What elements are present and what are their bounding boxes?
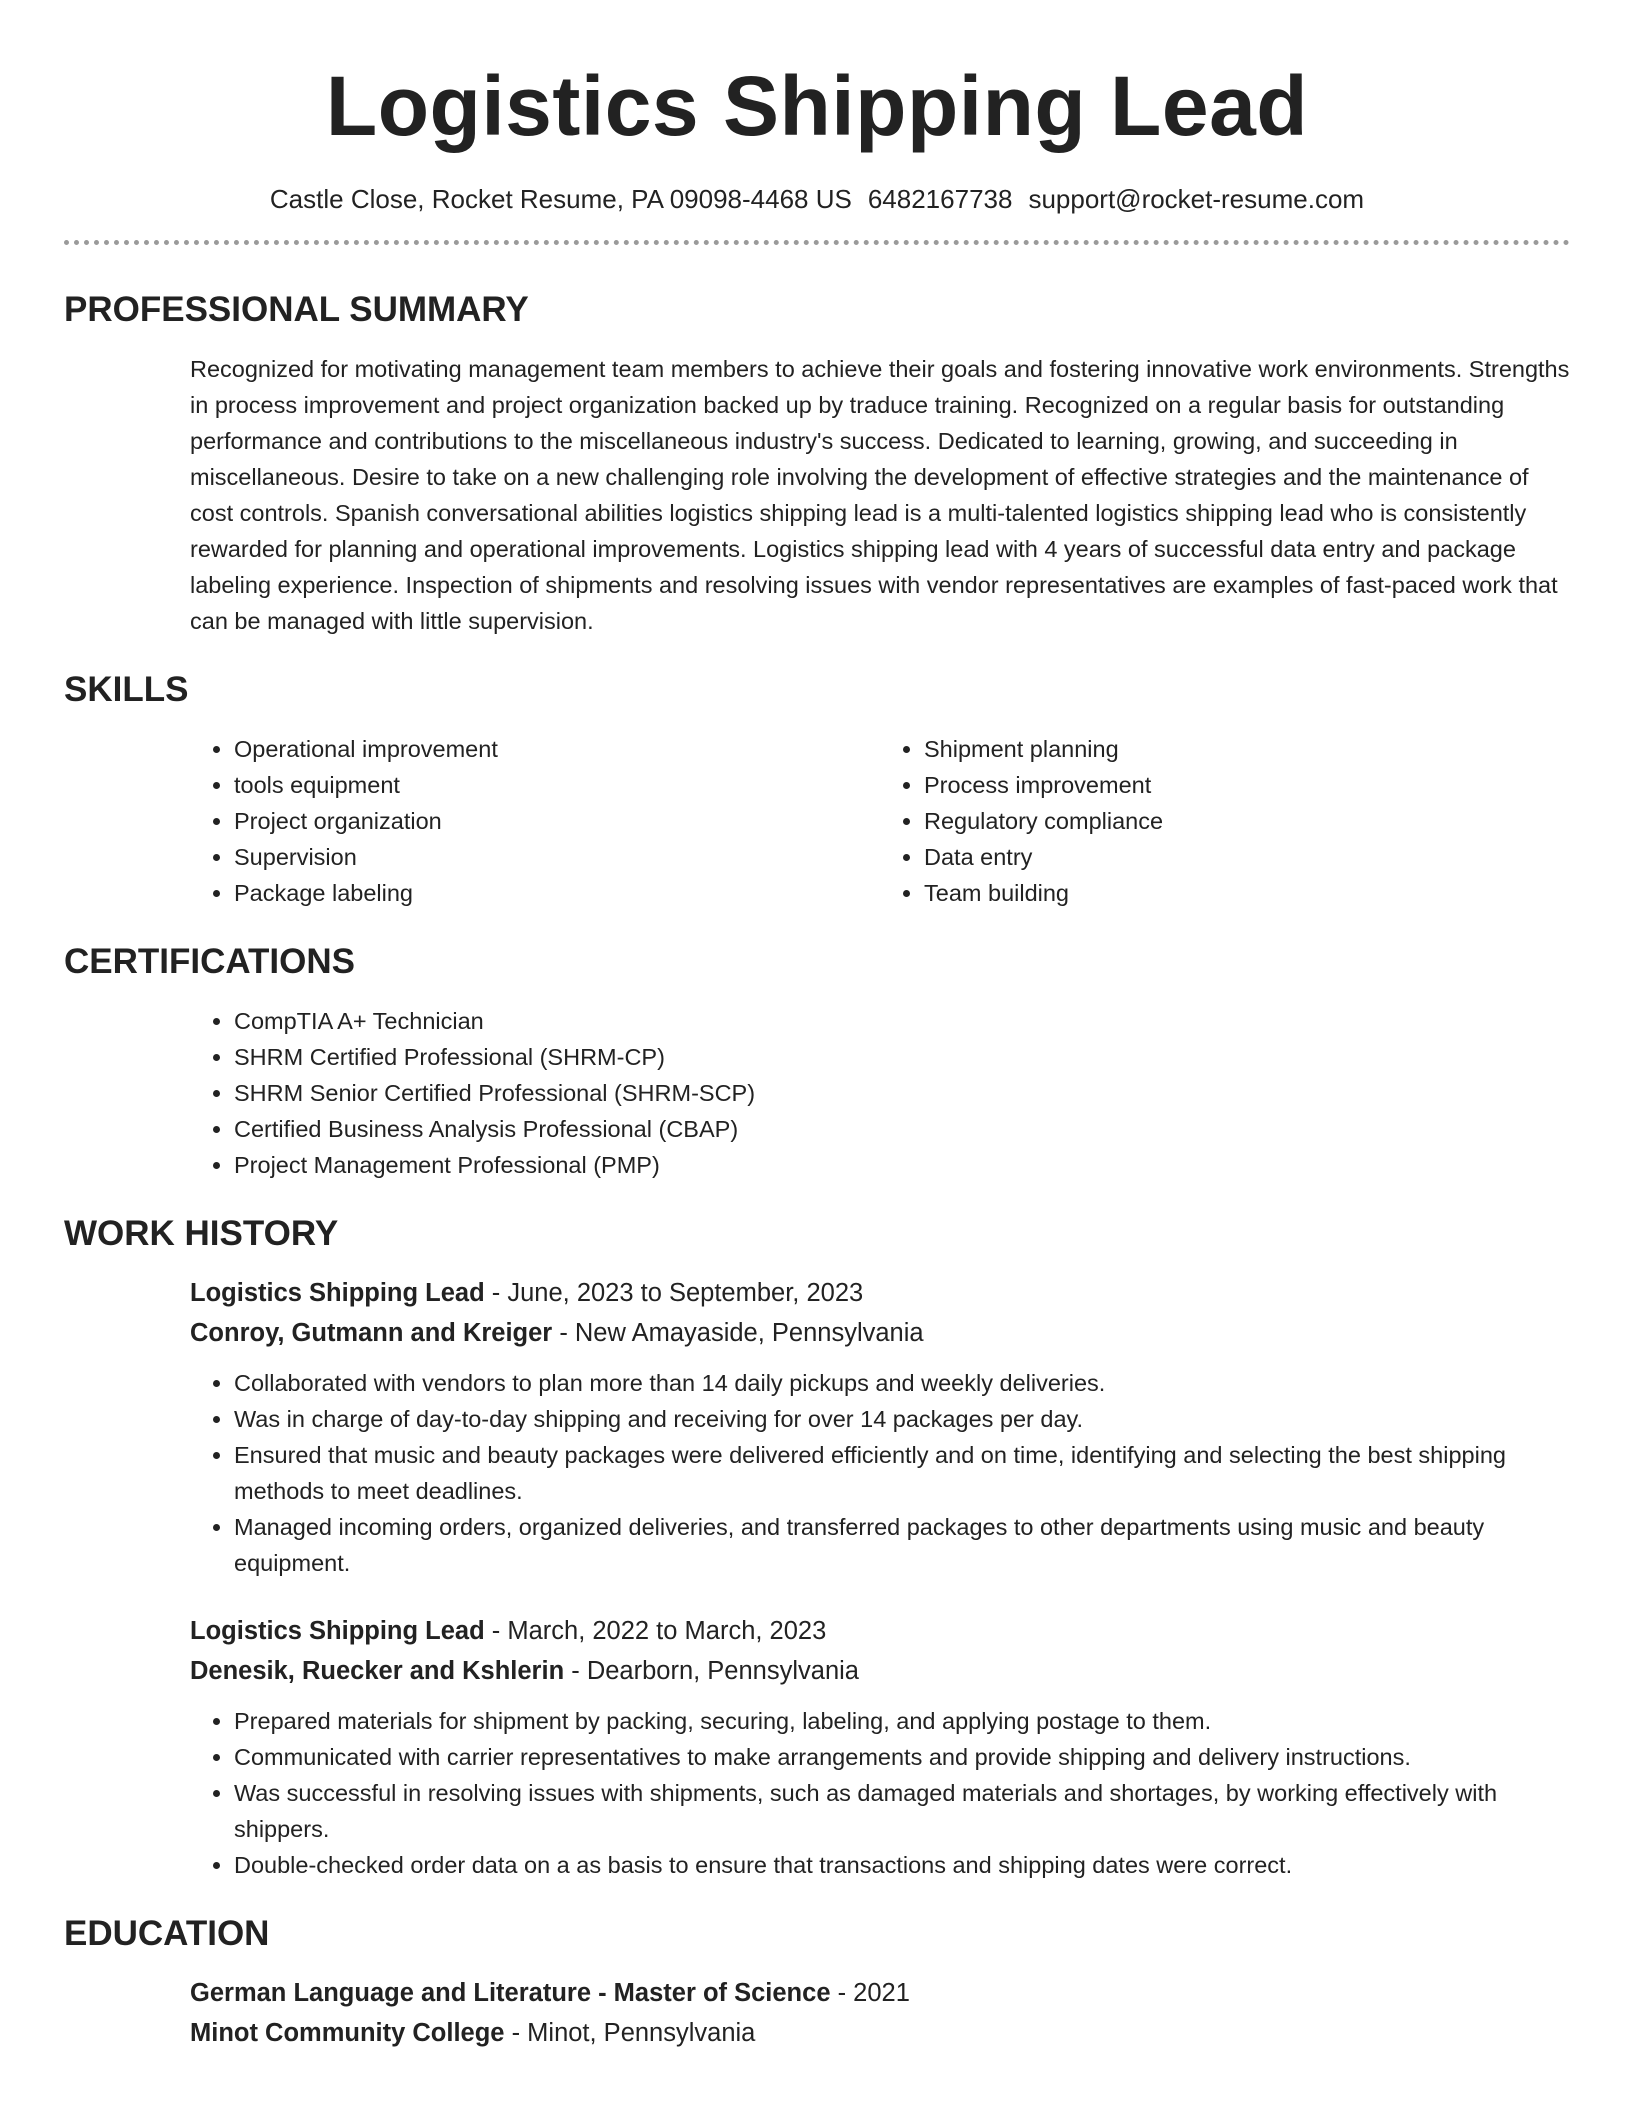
certification-item: • Project Management Professional (PMP) <box>234 1147 1570 1183</box>
certifications-heading: CERTIFICATIONS <box>64 942 356 981</box>
summary-section <box>64 289 1570 639</box>
education-section <box>64 1913 1570 2053</box>
job-bullet: • Collaborated with vendors to plan more than 14 daily pickups and weekly deliveries. <box>234 1365 1570 1401</box>
skill-item: • Regulatory compliance <box>924 803 1570 839</box>
skills-list-left <box>190 731 880 911</box>
skill-item: • Shipment planning <box>924 731 1570 767</box>
education-school: Minot Community College <box>190 2019 505 2047</box>
job-entry <box>190 1611 1570 1883</box>
job-bullet: • Ensured that music and beauty packages were delivered efficiently and on time, identifying and selecting the best shipping methods to meet deadlines. <box>234 1437 1570 1509</box>
skills-heading: SKILLS <box>64 670 189 709</box>
contact-line <box>64 182 1570 216</box>
certification-item: • Certified Business Analysis Professional (CBAP) <box>234 1111 1570 1147</box>
skills-section <box>64 669 1570 911</box>
job-company: Conroy, Gutmann and Kreiger <box>190 1319 553 1347</box>
header-divider <box>64 240 1570 245</box>
job-company-line <box>190 1313 1570 1353</box>
education-degree-line <box>190 1973 1570 2013</box>
contact-address: Castle Close, Rocket Resume, PA 09098-4468 US <box>269 184 852 214</box>
skill-item: • Team building <box>924 875 1570 911</box>
job-bullet: • Was successful in resolving issues with shipments, such as damaged materials and shortages, by working effectively with shippers. <box>234 1775 1570 1847</box>
certifications-list <box>190 1003 1570 1183</box>
skill-item: • Package labeling <box>234 875 880 911</box>
skill-item: • Data entry <box>924 839 1570 875</box>
job-location: - Dearborn, Pennsylvania <box>564 1657 859 1685</box>
job-company: Denesik, Ruecker and Kshlerin <box>190 1657 565 1685</box>
job-bullet: • Managed incoming orders, organized deliveries, and transferred packages to other departments using music and beauty equipment. <box>234 1509 1570 1581</box>
job-dates: - March, 2022 to March, 2023 <box>484 1617 827 1645</box>
job-bullet: • Communicated with carrier representatives to make arrangements and provide shipping and delivery instructions. <box>234 1739 1570 1775</box>
job-bullet: • Prepared materials for shipment by packing, securing, labeling, and applying postage to them. <box>234 1703 1570 1739</box>
job-dates: - June, 2023 to September, 2023 <box>484 1279 864 1307</box>
skill-item: • tools equipment <box>234 767 880 803</box>
education-year: - 2021 <box>830 1979 910 2007</box>
education-degree: German Language and Literature - Master of Science <box>190 1979 831 2007</box>
contact-email: support@rocket-resume.com <box>1028 184 1365 214</box>
job-role: Logistics Shipping Lead <box>190 1617 485 1645</box>
education-entry <box>190 1973 1570 2053</box>
skill-item: • Process improvement <box>924 767 1570 803</box>
education-location: - Minot, Pennsylvania <box>504 2019 756 2047</box>
resume-page <box>64 0 1570 2053</box>
skills-list-right <box>880 731 1570 911</box>
certification-item: • SHRM Senior Certified Professional (SHRM-SCP) <box>234 1075 1570 1111</box>
certifications-section <box>64 941 1570 1183</box>
job-bullet: • Was in charge of day-to-day shipping and receiving for over 14 packages per day. <box>234 1401 1570 1437</box>
job-location: - New Amayaside, Pennsylvania <box>552 1319 924 1347</box>
summary-heading: PROFESSIONAL SUMMARY <box>64 290 529 329</box>
work-history-heading: WORK HISTORY <box>64 1214 339 1253</box>
job-bullet-list <box>190 1703 1570 1883</box>
education-heading: EDUCATION <box>64 1914 270 1953</box>
contact-phone: 6482167738 <box>867 184 1013 214</box>
job-title-line <box>190 1273 1570 1313</box>
job-role: Logistics Shipping Lead <box>190 1279 485 1307</box>
job-entry <box>190 1273 1570 1581</box>
education-school-line <box>190 2013 1570 2053</box>
skill-item: • Operational improvement <box>234 731 880 767</box>
job-bullet: • Double-checked order data on a as basis to ensure that transactions and shipping dates were correct. <box>234 1847 1570 1883</box>
summary-text: Recognized for motivating management team members to achieve their goals and fostering innovative work environments. Strengths in process improvement and project organization backed up by traduce training. Recognized on a regular basis for outstanding performance and contributions to the miscellaneous industry's success. Dedicated to learning, growing, and succeeding in miscellaneous. Desire to take on a new challenging role involving the development of effective strategies and the maintenance of cost controls. Spanish conversational abilities logistics shipping lead is a multi-talented logistics shipping lead who is consistently rewarded for planning and operational improvements. Logistics shipping lead with 4 years of successful data entry and package labeling experience. Inspection of shipments and resolving issues with vendor representatives are examples of fast-paced work that can be managed with little supervision. <box>190 356 1570 634</box>
resume-name: Logistics Shipping Lead <box>325 59 1309 153</box>
work-history-section <box>64 1213 1570 1883</box>
job-company-line <box>190 1651 1570 1691</box>
certification-item: • CompTIA A+ Technician <box>234 1003 1570 1039</box>
skills-grid <box>190 731 1570 911</box>
skill-item: • Supervision <box>234 839 880 875</box>
job-bullet-list <box>190 1365 1570 1581</box>
skill-item: • Project organization <box>234 803 880 839</box>
certification-item: • SHRM Certified Professional (SHRM-CP) <box>234 1039 1570 1075</box>
job-title-line <box>190 1611 1570 1651</box>
